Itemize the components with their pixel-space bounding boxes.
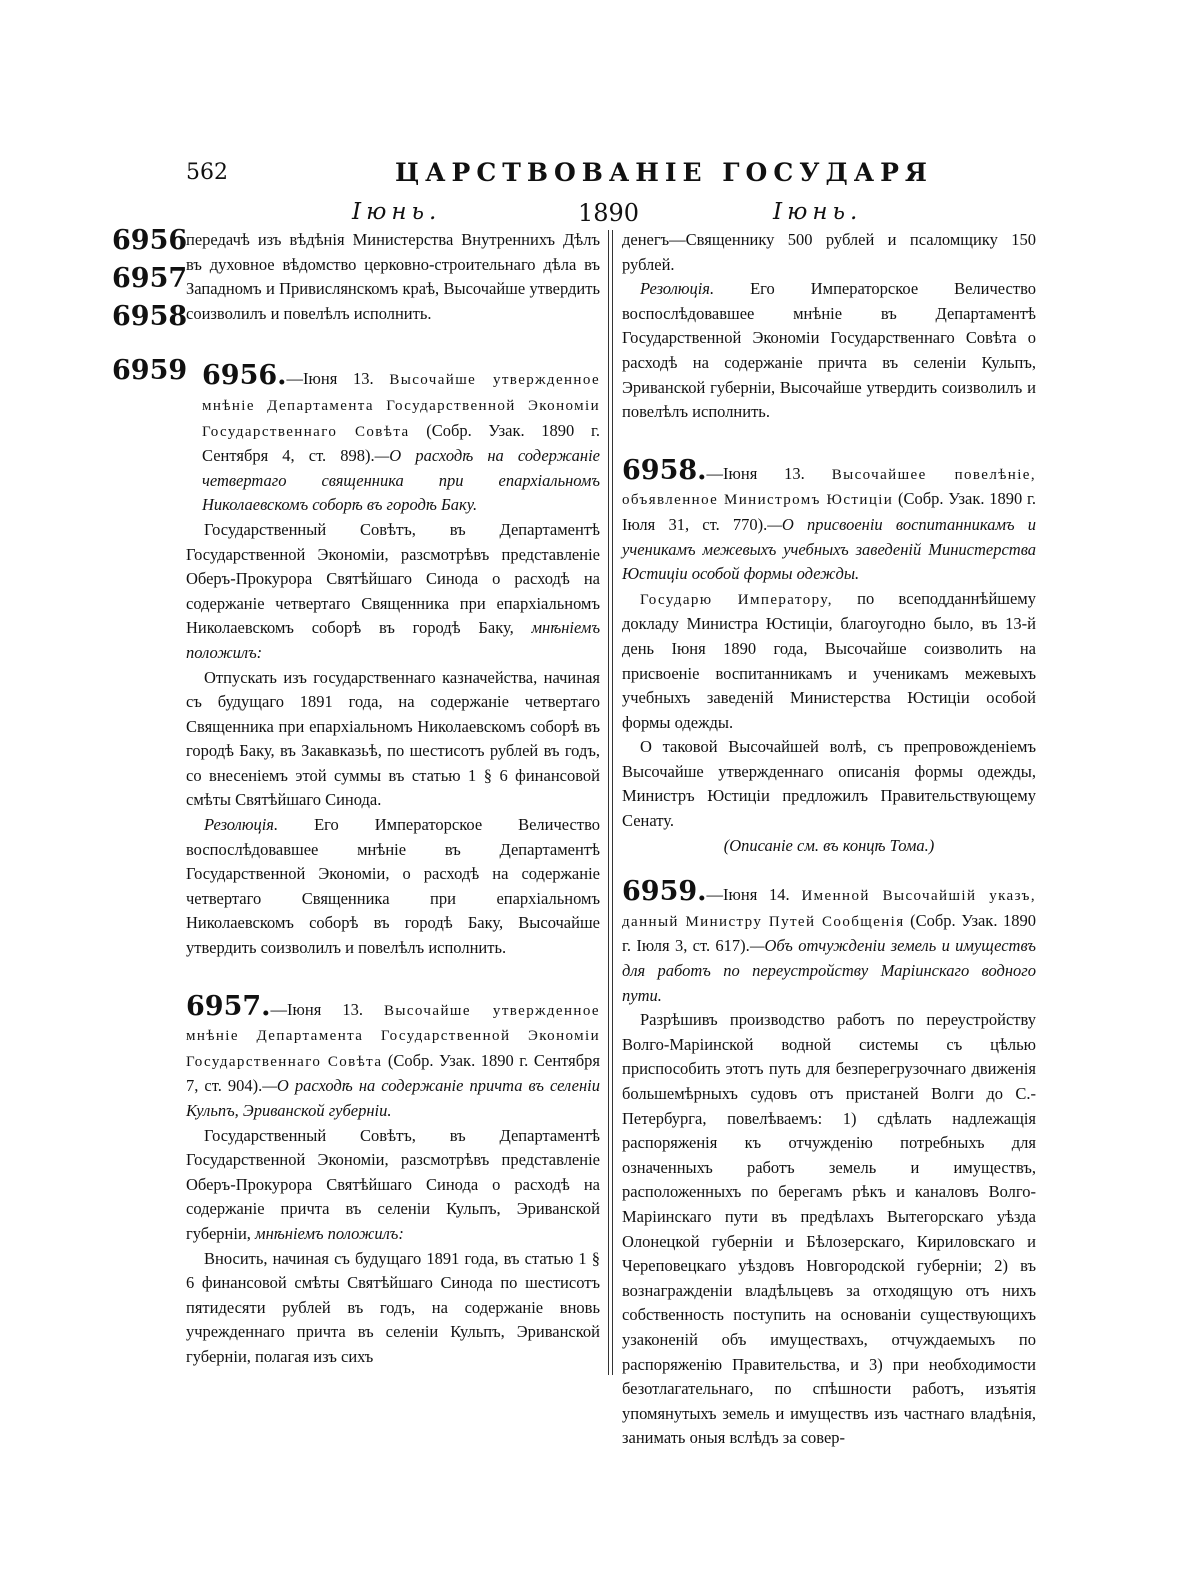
entry-heading <box>622 876 1037 1008</box>
month-right: Іюнь. <box>773 199 863 225</box>
entry-subject: —О расходѣ на содержаніе причта въ селеніи Кульпъ, Эриванской губерніи. <box>186 1076 600 1120</box>
margin-entry-numbers <box>112 222 188 390</box>
month-left: Іюнь. <box>352 199 442 225</box>
paragraph: Разрѣшивъ производство работъ по переустройству Волго-Маріинской водной системы съ цѣлью приспособить этотъ путь для безперегрузочнаго движенія большемѣрныхъ судовъ отъ пристаней Волги до С.-Петербурга, повелѣваемъ: 1) сдѣлать надлежащія распоряженія къ отчужденію потребныхъ для означенныхъ работъ земель и имуществъ, расположенныхъ по берегамъ рѣкъ и каналовъ Волго-Маріинскаго пути въ предѣлахъ Вытегорскаго уѣзда Олонецкой губерніи и Бѣлозерскаго, Кириловскаго и Череповецкаго уѣздовъ Новгородской губерніи; 2) въ вознагражденіи владѣльцевъ за отходящую отъ нихъ собственность поступить на основаніи существующихъ узаконеній объ имуществахъ, отчуждаемыхъ по распоряженію Правительства, и 3) при необходимости безотлагательнаго, по спѣшности работъ, изъятія упомянутыхъ земель и имуществъ изъ частнаго владѣнія, занимать оныя вслѣдъ за совер- <box>622 1010 1036 1448</box>
entry-number: 6958. <box>622 454 707 486</box>
entry-subject: —Объ отчужденіи земель и имуществъ для работъ по переустройству Маріинскаго водного пути. <box>622 936 1036 1005</box>
resolution: Резолюція. Его Императорское Величество воспослѣдовавшее мнѣніе въ Департаментѣ Государственной Экономіи Государственнаго Совѣта о расходѣ на содержаніе причта въ селеніи Кульпъ, Эриванской губерніи, Высочайше утвердить соизволилъ и повелѣлъ исполнить. <box>622 279 1036 422</box>
year: 1890 <box>578 199 640 227</box>
paragraph: Государственный Совѣтъ, въ Департаментѣ Государственной Экономіи, разсмотрѣвъ представленіе Оберъ-Прокурора Святѣйшаго Синода о расходѣ на содержаніе причта въ селеніи Кульпъ, Эриванской губерніи, мнѣніемъ положилъ: <box>186 1125 600 1243</box>
right-column <box>622 228 1036 1451</box>
running-title: ЦАРСТВОВАНІЕ ГОСУДАРЯ <box>395 158 933 187</box>
paragraph-end: мнѣніемъ положилъ: <box>186 618 601 662</box>
resolution: Резолюція. Его Императорское Величество воспослѣдовавшее мнѣніе въ Департаментѣ Государственной Экономіи, о расходѣ на содержаніе четвертаго Священника при епархіальномъ Николаевскомъ соборѣ въ городѣ Баку, Высочайше утвердить соизволилъ и повелѣлъ исполнить. <box>186 815 600 958</box>
entry-date: —Іюня 13. <box>706 463 805 483</box>
continued-text: денегъ—Священнику 500 рублей и псаломщику 150 рублей. <box>622 230 1036 274</box>
entry-6959 <box>622 876 1037 1008</box>
entry-act: Именной Высочайшій указъ, данный Министру Путей Сообщенія <box>622 888 1036 930</box>
paragraph: Вносить, начиная съ будущаго 1891 года, въ статью 1 § 6 финансовой смѣты Святѣйшаго Синода по шестисотъ пятидесяти рублей въ годъ, на содержаніе вновь учрежденнаго причта въ селеніи Кульпъ, Эриванской губерніи, полагая изъ сихъ <box>186 1248 600 1366</box>
margin-number: 6956 <box>112 225 188 256</box>
entry-number: 6957. <box>186 990 271 1022</box>
entry-date: —Іюня 13. <box>270 999 363 1019</box>
editorial-note: (Описаніе см. въ концѣ Тома.) <box>723 835 935 855</box>
entry-6958 <box>622 454 1037 587</box>
entry-number: 6959. <box>622 876 707 908</box>
entry-6957 <box>186 990 601 1124</box>
entry-ref: (Собр. Узак. 1890 г. Іюля 3, ст. 617). <box>622 910 1037 956</box>
column-divider <box>608 230 613 1375</box>
entry-act: Высочайше утвержденное мнѣніе Департамента Государственной Экономіи Государственнаго Совѣта <box>186 1002 600 1070</box>
entry-ref: (Собр. Узак. 1890 г. Сентября 4, ст. 898). <box>202 420 601 466</box>
margin-number: 6958 <box>112 301 188 332</box>
entry-ref: (Собр. Узак. 1890 г. Сентября 7, ст. 904). <box>186 1050 601 1096</box>
paragraph: Государю Императору, по всеподданнѣйшему докладу Министра Юстиціи, благоугодно было, въ 13-й день Іюня 1890 года, Высочайше соизволить на присвоеніе воспитанникамъ и ученикамъ межевыхъ учебныхъ заведеній Министерства Юстиціи особой формы одежды. <box>622 588 1036 732</box>
entry-act: Высочайшее повелѣніе, объявленное Министромъ Юстиціи <box>622 466 1036 509</box>
entry-ref: (Собр. Узак. 1890 г. Іюля 31, ст. 770). <box>622 489 1037 534</box>
entry-heading <box>202 360 601 518</box>
entry-6956 <box>186 360 601 518</box>
entry-subject: —О присвоеніи воспитанникамъ и ученикамъ межевыхъ учебныхъ заведеній Министерства Юстиціи особой формы одежды. <box>622 514 1036 584</box>
resolution-label: Резолюція. <box>204 815 279 835</box>
paragraph: О таковой Высочайшей волѣ, съ препровожденіемъ Высочайше утвержденнаго описанія формы одежды, Министръ Юстиціи предложилъ Правительствующему Сенату. <box>622 737 1036 831</box>
page-number: 562 <box>186 160 228 185</box>
entry-act: Высочайше утвержденное мнѣніе Департамента Государственной Экономіи Государственнаго Совѣта <box>202 372 600 440</box>
paragraph: Отпускать изъ государственнаго казначейства, начиная съ будущаго 1891 года, на содержаніе четвертаго Священника при епархіальномъ Николаевскомъ соборѣ въ городѣ Баку, въ Закавказьѣ, по шестисотъ рублей въ годъ, со внесеніемъ этой суммы въ статью 1 § 6 финансовой смѣты Святѣйшаго Синода. <box>186 667 600 810</box>
left-column <box>186 228 600 1370</box>
paragraph: Государственный Совѣтъ, въ Департаментѣ Государственной Экономіи, разсмотрѣвъ представленіе Оберъ-Прокурора Святѣйшаго Синода о расходѣ на содержаніе четвертаго Священника при епархіальномъ Николаевскомъ соборѣ въ городѣ Баку, мнѣніемъ положилъ: <box>186 519 601 662</box>
entry-heading <box>622 454 1037 587</box>
paragraph-lead: Государю Императору, <box>640 591 833 608</box>
margin-number: 6957 <box>112 263 188 294</box>
entry-subject: —О расходѣ на содержаніе четвертаго священника при епархіальномъ Николаевскомъ соборѣ въ городѣ Баку. <box>202 446 600 515</box>
paragraph-end: мнѣніемъ положилъ: <box>255 1223 404 1243</box>
entry-date: —Іюня 14. <box>706 885 790 905</box>
margin-number: 6959 <box>112 355 188 386</box>
entry-heading <box>186 990 601 1124</box>
resolution-label: Резолюція. <box>640 279 715 299</box>
entry-number: 6956. <box>202 360 287 392</box>
continued-text: передачѣ изъ вѣдѣнія Министерства Внутреннихъ Дѣлъ въ духовное вѣдомство церковно-строительнаго дѣла въ Западномъ и Привислянскомъ краѣ, Высочайше утвердить соизволилъ и повелѣлъ исполнить. <box>186 230 600 323</box>
entry-date: —Іюня 13. <box>286 369 374 389</box>
